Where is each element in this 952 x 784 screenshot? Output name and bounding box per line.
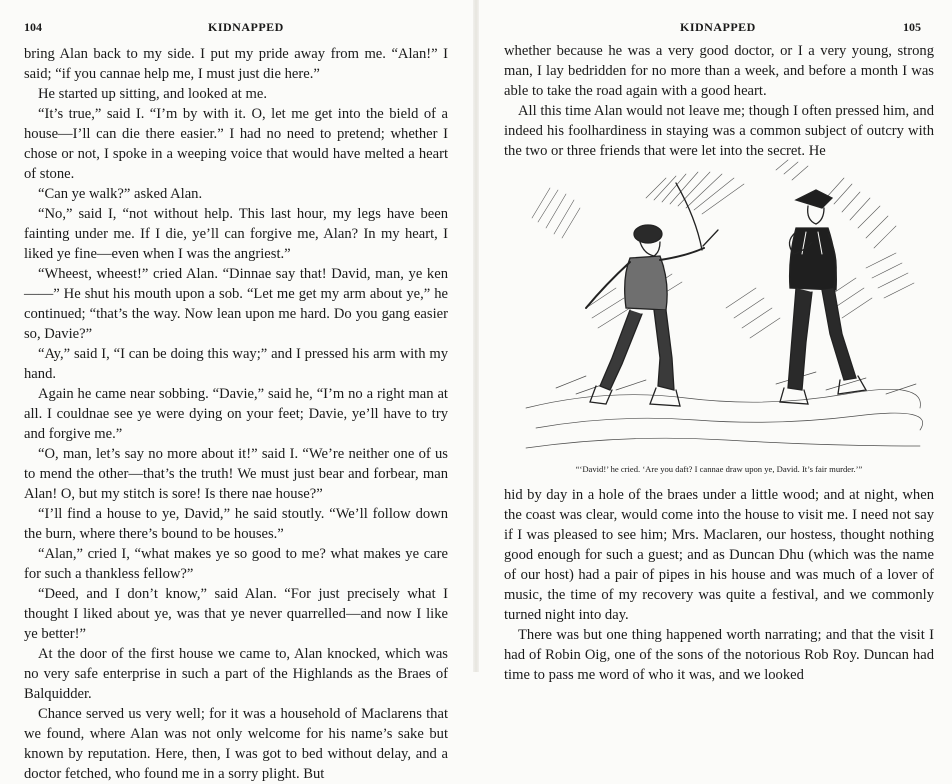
- paragraph: There was but one thing happened worth narrating; and that the visit I had of Robin Oig, one of the sons of the notorious Rob Roy. Duncan had time to pass me word of who it was, and we looked: [504, 627, 934, 683]
- paragraph: “It’s true,” said I. “I’m by with it. O, let me get into the bield of a house—I’ll can die there easier.” I had no need to pretend; whether I chose or not, I spoke in a weeping voice that would have melted a heart of stone.: [24, 106, 448, 182]
- page-number: 105: [903, 20, 921, 34]
- right-page: [476, 0, 952, 683]
- body-text-top: [504, 41, 934, 161]
- body-text: [24, 44, 448, 784]
- paragraph: Chance served us very well; for it was a household of Maclarens that we found, where Alan was not only welcome for his name’s sake but known by reputation. Here, then, I was got to bed without delay, and a doctor fetched, who found me in a sorry plight. But: [24, 706, 448, 782]
- page-number: 104: [24, 20, 42, 34]
- paragraph: “Wheest, wheest!” cried Alan. “Dinnae say that! David, man, ye ken——” He shut his mouth upon a sob. “Let me get my arm about ye,” he continued; “that’s the way. Now lean upon me hard. Do you gang easier so, Davie?”: [24, 266, 448, 342]
- paragraph: whether because he was a very good doctor, or I a very young, strong man, I lay bedridden for no more than a week, and before a month I was able to take the road again with a good heart.: [504, 43, 934, 99]
- illustration-sword-duel: [526, 158, 920, 458]
- paragraph: All this time Alan would not leave me; though I often pressed him, and indeed his foolhardiness in staying was a common subject of outcry with the two or three friends that were let into the secret. He: [504, 103, 934, 159]
- left-page: [0, 0, 476, 782]
- paragraph: bring Alan back to my side. I put my pride away from me. “Alan!” I said; “if you cannae help me, I must just die here.”: [24, 46, 448, 82]
- illustration-caption: “‘David!’ he cried. ‘Are you daft? I cannae draw upon ye, David. It’s fair murder.’”: [575, 464, 863, 474]
- paragraph: hid by day in a hole of the braes under a little wood; and at night, when the coast was clear, would come into the house to visit me. I need not say if I was pleased to see him; Mrs. Maclaren, our hostess, thought nothing good enough for such a guest; and as Duncan Dhu (which was the name of our host) had a pair of pipes in his house and was much of a lover of music, the time of my recovery was quite a festival, and we commonly turned night into day.: [504, 487, 934, 623]
- paragraph: “I’ll find a house to ye, David,” he said stoutly. “We’ll follow down the burn, where there’s bound to be houses.”: [24, 506, 448, 542]
- paragraph: “Ay,” said I, “I can be doing this way;” and I pressed his arm with my hand.: [24, 346, 448, 382]
- body-text-bottom: [504, 485, 934, 685]
- paragraph: “Deed, and I don’t know,” said Alan. “For just precisely what I thought I liked about ye, was that ye never quarrelled—and now I like ye better!”: [24, 586, 448, 642]
- paragraph: “Can ye walk?” asked Alan.: [38, 186, 203, 202]
- paragraph: “No,” said I, “not without help. This last hour, my legs have been fainting under me. If I die, ye’ll can forgive me, Alan? In my heart, I liked ye fine—even when I was the angriest.”: [24, 206, 448, 262]
- paragraph: “O, man, let’s say no more about it!” said I. “We’re neither one of us to mend the other—that’s the truth! We must just bear and forbear, man Alan! O, but my stitch is sore! Is there nae house?”: [24, 446, 448, 502]
- paragraph: He started up sitting, and looked at me.: [38, 86, 267, 102]
- paragraph: At the door of the first house we came to, Alan knocked, which was no very safe enterprise in such a part of the Highlands as the Braes of Balquidder.: [24, 646, 448, 702]
- paragraph: “Alan,” cried I, “what makes ye so good to me? what makes ye care for such a thankless fellow?”: [24, 546, 448, 582]
- running-head: KIDNAPPED: [208, 20, 284, 34]
- running-head: KIDNAPPED: [680, 20, 756, 34]
- paragraph: Again he came near sobbing. “Davie,” said he, “I’m no a right man at all. I couldnae see ye were dying on your feet; Davie, ye’ll have to try and forgive me.”: [24, 386, 448, 442]
